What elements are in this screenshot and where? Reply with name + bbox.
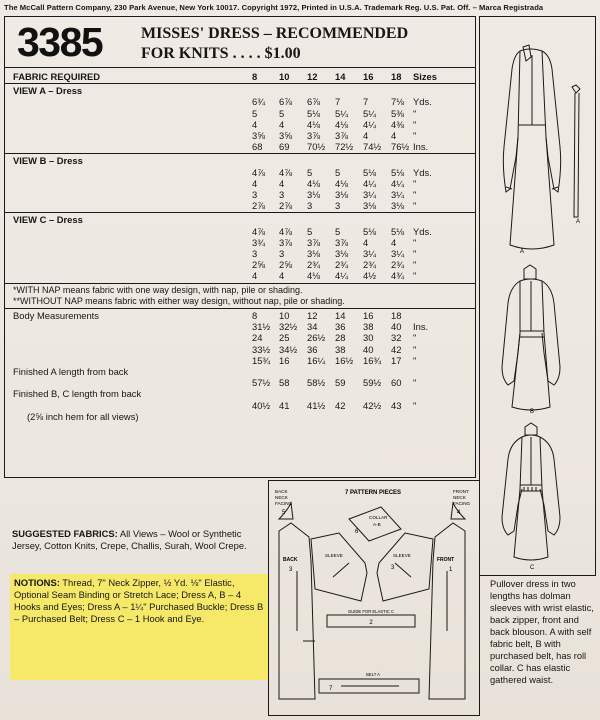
front-neck-facing-label-2: NECK <box>453 495 466 500</box>
size-value: 4⅞ <box>252 225 266 237</box>
size-value: 3 <box>252 248 258 259</box>
pattern-pieces-diagram <box>269 481 478 714</box>
size-value: 3⅛ <box>391 200 405 212</box>
size-value: 38 <box>335 343 346 355</box>
size-value: 2¾ <box>335 259 349 271</box>
unit-label: " <box>413 377 417 389</box>
unit-label: " <box>413 177 417 189</box>
suggested-fabrics-text: All Views – Wool or Synthetic Jersey, Cotton Knits, Crepe, Challis, Surah, Wool Crepe. <box>12 528 247 551</box>
size-value: 4¾ <box>391 270 405 282</box>
size-value: 41½ <box>307 399 326 411</box>
size-value: 3⅛ <box>307 189 321 200</box>
fabric-chart-panel <box>4 16 476 478</box>
size-value: 14 <box>335 71 346 82</box>
size-value: 2¾ <box>391 259 405 271</box>
view-a-illustration <box>503 45 580 249</box>
size-value: 16 <box>363 310 374 321</box>
row-label: Body Measurements <box>13 310 99 321</box>
size-value: 4⅛ <box>335 177 349 189</box>
pattern-pieces-title: 7 PATTERN PIECES <box>344 490 402 496</box>
notions-text: Thread, 7" Neck Zipper, ½ Yd. ⅛" Elastic, Optional Seam Binding or Stretch Lace; Dress A, B – 4 Hooks and Eyes; Dress A – 1¼" Purchased Buckle; Dress B – Purchased Belt; Dress C – 1 Hook and Eye. <box>14 577 264 624</box>
fabrics-notions-area <box>4 480 264 716</box>
description-text: Pullover dress in two lengths has dolman sleeves with wrist elastic, back zipper, front and back blouson. A with self fabric belt, B with purchased belt, has roll collar. C has elastic gathered waist. <box>490 579 594 685</box>
unit-label: Yds. <box>413 225 432 237</box>
unit-label: " <box>413 118 417 130</box>
fabric-row <box>13 96 475 107</box>
size-value: 74½ <box>363 141 382 153</box>
back-label: BACK <box>283 557 298 563</box>
dress-views-illustration <box>480 17 594 574</box>
hem-note <box>13 411 475 422</box>
notions-label: NOTIONS: <box>14 577 60 588</box>
suggested-fabrics-label: SUGGESTED FABRICS: <box>12 528 118 539</box>
copyright-header: The McCall Pattern Company, 230 Park Avenue, New York 10017. Copyright 1972, Printed in U.S.A. Trademark Reg. U.S. Pat. Off. – Marca Registrada <box>4 3 544 12</box>
back-piece-num: 3 <box>289 567 293 573</box>
unit-label: " <box>413 354 417 366</box>
size-value: 10 <box>279 71 290 82</box>
size-value: 2⅝ <box>279 259 293 271</box>
size-value: 36 <box>335 321 346 333</box>
view-a-label: A <box>520 249 525 255</box>
size-value: 3 <box>279 248 285 259</box>
divider <box>5 212 475 213</box>
row-label: VIEW B – Dress <box>13 155 83 167</box>
size-value: 4¼ <box>363 177 377 189</box>
size-value: 5 <box>252 107 258 119</box>
title-row <box>13 21 473 65</box>
back-neck-facing-label-1: BACK <box>275 489 288 494</box>
size-value: 34 <box>307 321 318 333</box>
view-a-belt-label: A <box>576 219 581 225</box>
size-value: 4⅜ <box>391 118 405 130</box>
fabric-row <box>13 141 475 152</box>
size-value: 3 <box>252 189 258 200</box>
size-value: 43 <box>391 399 402 411</box>
size-value: 4¼ <box>363 118 377 130</box>
sleeve-left-label: SLEEVE <box>325 553 343 558</box>
views-panel <box>479 16 596 576</box>
view-a-heading <box>13 85 475 96</box>
unit-label: " <box>413 107 417 119</box>
size-value: 3⅛ <box>307 248 321 259</box>
size-value: 26½ <box>307 332 326 344</box>
size-value: 8 <box>252 310 258 321</box>
divider <box>5 308 475 309</box>
size-value: 3 <box>279 189 285 200</box>
size-value: 5¼ <box>335 107 349 119</box>
suggested-fabrics <box>12 528 262 552</box>
size-value: 4⅛ <box>335 118 349 130</box>
size-value: 4½ <box>363 270 377 282</box>
title-line-1: MISSES' DRESS – RECOMMENDED <box>141 25 409 42</box>
size-value: 4 <box>363 130 369 141</box>
size-value: 3⅛ <box>363 200 377 212</box>
fabric-row <box>13 178 475 189</box>
size-value: 16 <box>279 354 290 366</box>
unit-label: " <box>413 189 417 200</box>
row-label: FABRIC REQUIRED <box>13 71 100 82</box>
finished-bc-label <box>13 388 475 399</box>
size-value: 3⅞ <box>335 130 349 141</box>
fabric-row <box>13 167 475 178</box>
size-value: 10 <box>279 310 290 321</box>
size-value: 4 <box>252 118 258 130</box>
size-value: 4⅛ <box>307 118 321 130</box>
fabric-header-row <box>13 71 475 82</box>
fabric-row <box>13 130 475 141</box>
back-neck-facing-label-3: FACING <box>275 501 293 506</box>
pattern-pieces-box <box>268 480 480 716</box>
size-value: 4⅛ <box>307 270 321 282</box>
size-value: 5⅛ <box>307 107 321 119</box>
size-value: 4 <box>252 270 258 282</box>
size-value: 14 <box>335 310 346 321</box>
divider <box>5 153 475 154</box>
measurement-row <box>13 321 475 332</box>
size-value: 5⅜ <box>391 107 405 119</box>
size-value: 3¼ <box>363 189 377 200</box>
unit-label: " <box>413 259 417 271</box>
view-b-heading <box>13 155 475 166</box>
unit-label: Yds. <box>413 96 432 108</box>
size-value: 3⅞ <box>335 236 349 248</box>
nap-note: *WITH NAP means fabric with one way design, with nap, pile or shading. <box>13 284 303 295</box>
belt-label: BELT A <box>366 672 380 677</box>
size-value: 5¼ <box>363 107 377 119</box>
size-value: 2¾ <box>363 259 377 271</box>
size-value: 76½ <box>391 141 410 153</box>
size-value: 42 <box>391 343 402 355</box>
front-num: 1 <box>449 567 453 573</box>
size-value: 4⅞ <box>252 166 266 178</box>
back-neck-facing-label-2: NECK <box>275 495 288 500</box>
size-value: 5⅛ <box>391 166 405 178</box>
size-value: 2⅞ <box>279 200 293 212</box>
size-value: 3¼ <box>363 248 377 259</box>
size-value: 16 <box>363 71 374 82</box>
size-value: 3⅝ <box>279 130 293 141</box>
unit-label: " <box>413 130 417 141</box>
fabric-row <box>13 248 475 259</box>
row-label: (2⅝ inch hem for all views) <box>27 410 139 422</box>
size-value: 41 <box>279 399 290 411</box>
unit-label: " <box>413 343 417 355</box>
size-value: 3 <box>307 200 313 212</box>
size-value: 40 <box>363 343 374 355</box>
size-value: 4 <box>391 130 397 141</box>
size-value: 3¼ <box>391 189 405 200</box>
size-value: 34½ <box>279 343 298 355</box>
unit-label: Ins. <box>413 141 429 153</box>
view-b-label: B <box>530 409 535 415</box>
body-measurements-header <box>13 310 475 321</box>
guide-num: 2 <box>369 620 373 626</box>
row-label: VIEW C – Dress <box>13 214 83 226</box>
size-value: 4 <box>279 118 285 130</box>
fabric-row <box>13 237 475 248</box>
fabric-row <box>13 259 475 270</box>
measurement-row <box>13 355 475 366</box>
guide-label: GUIDE FOR ELASTIC C <box>347 609 395 614</box>
size-value: 4 <box>279 177 285 189</box>
size-value: 12 <box>307 71 318 82</box>
view-c-illustration <box>502 423 560 560</box>
size-value: 59½ <box>363 377 382 389</box>
view-c-label: C <box>530 565 535 571</box>
row-label: VIEW A – Dress <box>13 85 83 97</box>
size-value: 33½ <box>252 343 271 355</box>
size-value: 69 <box>279 141 290 153</box>
title-line-2: FOR KNITS . . . . $1.00 <box>141 45 301 62</box>
unit-label: " <box>413 236 417 248</box>
size-value: 3⅝ <box>252 130 266 141</box>
size-value: 3⅞ <box>307 130 321 141</box>
size-value: 6¾ <box>252 96 266 108</box>
divider <box>5 283 475 284</box>
finished-a-row <box>13 377 475 388</box>
size-value: 5⅛ <box>363 166 377 178</box>
description <box>482 578 596 716</box>
size-value: 16½ <box>335 354 354 366</box>
size-value: 8 <box>252 71 258 82</box>
unit-label: " <box>413 332 417 344</box>
size-value: 32 <box>391 332 402 344</box>
finished-a-label <box>13 366 475 377</box>
size-value: 12 <box>307 310 318 321</box>
size-value: 3¼ <box>391 248 405 259</box>
size-value: 6⅞ <box>307 96 321 108</box>
view-c-heading <box>13 214 475 225</box>
row-label: Finished B, C length from back <box>13 388 142 400</box>
size-value: 38 <box>363 321 374 333</box>
size-value: 3 <box>335 200 341 212</box>
collar-label: COLLAR <box>369 515 388 520</box>
notions-highlight <box>10 574 268 680</box>
size-value: 4 <box>363 236 369 248</box>
size-value: 15¾ <box>252 354 271 366</box>
size-value: 4¼ <box>335 270 349 282</box>
measurement-row <box>13 332 475 343</box>
size-value: 2⅞ <box>252 200 266 212</box>
measurement-row <box>13 344 475 355</box>
size-value: 7 <box>363 96 369 108</box>
unit-label: Yds. <box>413 166 432 178</box>
sleeve-right-label: SLEEVE <box>393 553 411 558</box>
unit-label: " <box>413 399 417 411</box>
size-value: 32½ <box>279 321 298 333</box>
size-value: 4¼ <box>391 177 405 189</box>
size-value: 6⅞ <box>279 96 293 108</box>
size-value: 60 <box>391 377 402 389</box>
size-value: 3⅛ <box>335 189 349 200</box>
size-value: 40 <box>391 321 402 333</box>
sleeve-left-piece <box>311 533 367 601</box>
sleeve-num: 3 <box>391 565 395 571</box>
size-value: 58 <box>279 377 290 389</box>
size-value: 28 <box>335 332 346 344</box>
size-value: 57½ <box>252 377 271 389</box>
size-value: 42½ <box>363 399 382 411</box>
fabric-row <box>13 200 475 211</box>
size-value: 31½ <box>252 321 271 333</box>
front-neck-facing-label-3: FACING <box>453 501 471 506</box>
size-value: 7 <box>335 96 341 108</box>
size-value: 70½ <box>307 141 326 153</box>
size-value: 5 <box>307 166 313 178</box>
size-value: 4 <box>252 177 258 189</box>
pattern-number: 3385 <box>17 19 103 65</box>
belt-num: 7 <box>329 686 333 692</box>
collar-num: 6 <box>355 529 359 535</box>
size-value: 4⅛ <box>307 177 321 189</box>
fabric-row <box>13 108 475 119</box>
size-value: 16¾ <box>363 354 382 366</box>
row-label: Finished A length from back <box>13 366 129 377</box>
size-value: 24 <box>252 332 263 344</box>
size-value: 59 <box>335 377 346 389</box>
collar-sub-label: A-B <box>373 522 381 527</box>
fabric-row <box>13 189 475 200</box>
nap-note: **WITHOUT NAP means fabric with either way design, without nap, pile or shading. <box>13 295 345 306</box>
size-value: 3⅛ <box>335 248 349 259</box>
size-value: 5⅛ <box>363 225 377 237</box>
size-value: 16¼ <box>307 354 326 366</box>
size-value: 72½ <box>335 141 354 153</box>
size-value: 68 <box>252 141 263 153</box>
fabric-row <box>13 270 475 281</box>
size-value: 18 <box>391 71 402 82</box>
size-value: 42 <box>335 399 346 411</box>
size-value: 58½ <box>307 377 326 389</box>
unit-label: Ins. <box>413 321 429 333</box>
back-neck-num: 5 <box>282 510 286 516</box>
fabric-row <box>13 226 475 237</box>
size-value: 25 <box>279 332 290 344</box>
unit-label: Sizes <box>413 71 437 82</box>
unit-label: " <box>413 200 417 212</box>
size-value: 3⅞ <box>279 236 293 248</box>
size-value: 5 <box>335 166 341 178</box>
sleeve-right-piece <box>377 533 433 601</box>
size-value: 18 <box>391 310 402 321</box>
size-value: 4⅞ <box>279 225 293 237</box>
view-b-illustration <box>502 265 560 410</box>
size-value: 5⅛ <box>391 225 405 237</box>
size-value: 30 <box>363 332 374 344</box>
size-value: 3¾ <box>252 236 266 248</box>
divider <box>5 83 475 84</box>
size-value: 5 <box>335 225 341 237</box>
size-value: 4 <box>279 270 285 282</box>
size-value: 4 <box>391 236 397 248</box>
size-value: 2¾ <box>307 259 321 271</box>
size-value: 40½ <box>252 399 271 411</box>
front-neck-num: 4 <box>457 510 461 516</box>
size-value: 17 <box>391 354 402 366</box>
finished-bc-row <box>13 400 475 411</box>
fabric-row <box>13 119 475 130</box>
size-value: 7⅛ <box>391 96 405 108</box>
size-value: 5 <box>307 225 313 237</box>
size-value: 4⅞ <box>279 166 293 178</box>
size-value: 3⅞ <box>307 236 321 248</box>
size-value: 5 <box>279 107 285 119</box>
unit-label: " <box>413 248 417 259</box>
divider <box>5 67 475 68</box>
size-value: 36 <box>307 343 318 355</box>
front-neck-facing-label-1: FRONT <box>453 489 469 494</box>
unit-label: " <box>413 270 417 282</box>
front-label: FRONT <box>437 557 455 563</box>
size-value: 2⅝ <box>252 259 266 271</box>
